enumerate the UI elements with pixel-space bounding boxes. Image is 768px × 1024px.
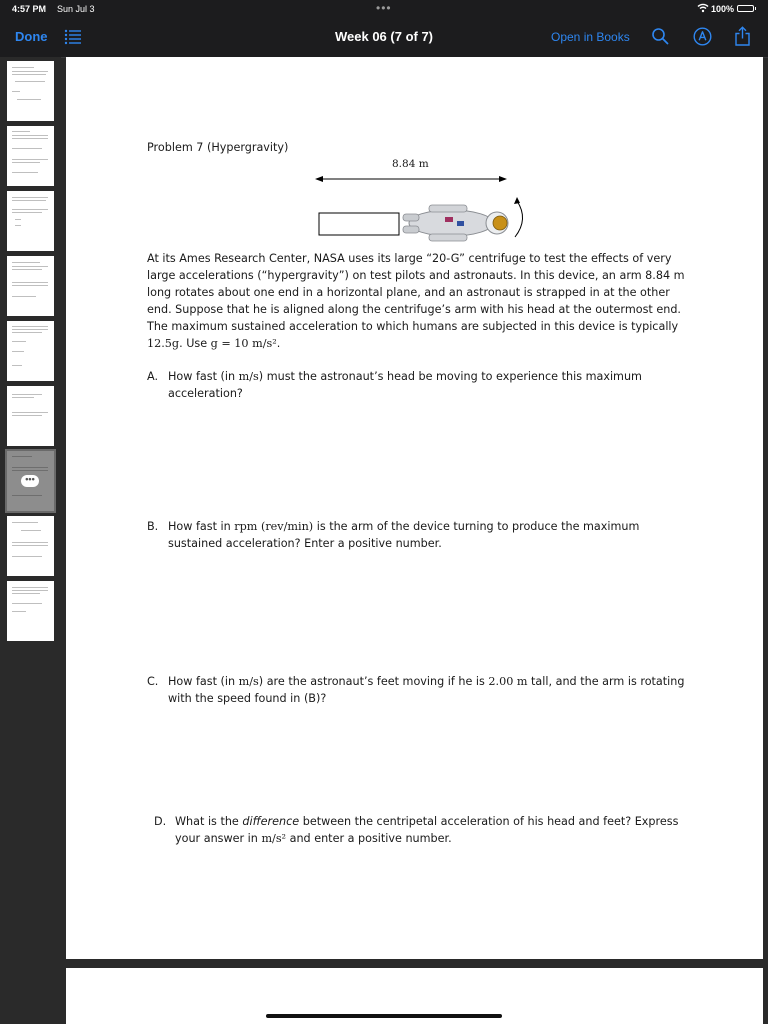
search-icon[interactable] [651, 27, 669, 45]
figure-dimension-label: 8.84 m [392, 158, 429, 170]
toolbar [0, 18, 768, 58]
page-thumbnail-7[interactable] [7, 451, 54, 511]
list-icon[interactable] [64, 29, 82, 45]
more-options-icon[interactable]: ••• [21, 475, 39, 487]
centrifuge-figure [311, 157, 531, 252]
page-thumbnail-4[interactable] [7, 256, 54, 316]
question-c: C. How fast (in m/s) are the astronaut’s feet moving if he is 2.00 m tall, and the arm is rotating with the speed found in (B)? [147, 675, 685, 705]
share-icon[interactable] [734, 26, 751, 46]
page-thumbnail-1[interactable] [7, 61, 54, 121]
question-b: B. How fast in rpm (rev/min) is the arm of the device turning to produce the maximum sustained acceleration? Enter a positive number. [147, 520, 640, 550]
multitasking-dots-icon[interactable]: ••• [376, 1, 392, 15]
page-thumbnail-2[interactable] [7, 126, 54, 186]
done-button[interactable]: Done [15, 29, 48, 44]
document-title: Week 06 (7 of 7) [334, 29, 434, 44]
problem-title: Problem 7 (Hypergravity) [147, 141, 289, 154]
question-d: D. What is the difference between the centripetal acceleration of his head and feet? Express your answer in m/s² and enter a positive number. [154, 815, 679, 845]
document-page [66, 57, 763, 959]
page-thumbnail-5[interactable] [7, 321, 54, 381]
markup-icon[interactable] [693, 27, 712, 46]
question-a: A. How fast (in m/s) must the astronaut’s head be moving to experience this maximum acceleration? [147, 370, 642, 400]
page-thumbnail-3[interactable] [7, 191, 54, 251]
open-in-books-button[interactable]: Open in Books [551, 30, 630, 44]
status-time: 4:57 PM [12, 4, 47, 14]
home-indicator[interactable] [266, 1014, 502, 1018]
page-thumbnail-9[interactable] [7, 581, 54, 641]
wifi-icon [697, 3, 709, 13]
problem-intro: At its Ames Research Center, NASA uses its large “20-G” centrifuge to test the effects of very large accelerations (“hypergravity”) on test pilots and astronauts. In this device, an arm 8.84 m long rotates about one end in a horizontal plane, and an astronaut is strapped in at the other end. Suppose that he is aligned along the centrifuge’s arm with his head at the outermost end. The maximum sustained acceleration to which humans are subjected in this device is typically 12.5g. Use g = 10 m/s². [147, 252, 685, 350]
page-thumbnail-sidebar [0, 57, 61, 1024]
battery-icon [737, 5, 754, 12]
page-thumbnail-6[interactable] [7, 386, 54, 446]
status-bar [0, 0, 768, 18]
battery-percent: 100% [711, 4, 735, 14]
status-date: Sun Jul 3 [57, 4, 95, 14]
page-thumbnail-8[interactable] [7, 516, 54, 576]
